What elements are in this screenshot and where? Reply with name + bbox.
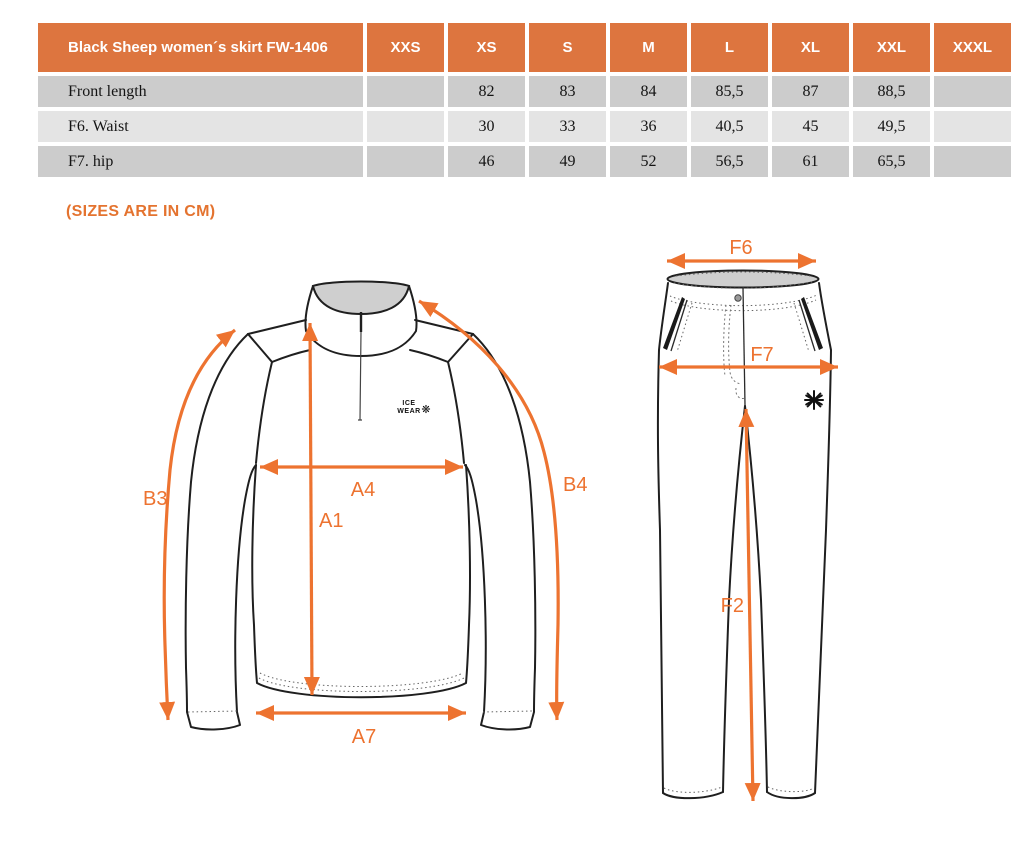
table-header-size-xxxl: XXXL <box>934 23 1011 72</box>
table-row-label: Front length <box>38 76 363 107</box>
table-row-label: F7. hip <box>38 146 363 177</box>
pants-fly-stitch <box>724 305 726 376</box>
table-cell: 56,5 <box>691 146 768 177</box>
measure-label-b4: B4 <box>563 474 588 496</box>
pants-fly-stitch <box>729 305 741 384</box>
table-cell: 85,5 <box>691 76 768 107</box>
pants-right-pocket <box>794 297 823 352</box>
shirt-zipper <box>358 312 362 420</box>
shirt-hem-stitch <box>260 673 463 687</box>
table-cell: 61 <box>772 146 849 177</box>
shirt-right-cuff-stitch <box>483 711 533 712</box>
sizes-unit-note: (SIZES ARE IN CM) <box>66 203 216 220</box>
measure-label-f6: F6 <box>729 237 753 259</box>
pants-center-seam <box>743 288 745 405</box>
measure-label-b3: B3 <box>143 488 168 510</box>
table-header-size-xxl: XXL <box>853 23 930 72</box>
table-header-size-l: L <box>691 23 768 72</box>
measure-label-f2: F2 <box>720 595 744 617</box>
pants-right-hem <box>767 792 815 798</box>
table-cell: 33 <box>529 111 606 142</box>
shirt-hem-stitch <box>259 678 464 692</box>
pants-left-hem <box>663 792 723 798</box>
measure-label-a7: A7 <box>351 726 377 748</box>
table-cell: 30 <box>448 111 525 142</box>
table-header-product: Black Sheep women´s skirt FW-1406 <box>38 23 363 72</box>
table-cell: 45 <box>772 111 849 142</box>
brand-logo <box>397 400 430 416</box>
table-header-size-s: S <box>529 23 606 72</box>
measure-arrow-a1 <box>310 323 312 695</box>
table-cell: 49,5 <box>853 111 930 142</box>
pants-left-hem-stitch <box>664 787 722 792</box>
measure-label-a1: A1 <box>319 510 344 532</box>
shirt-left-cuff-stitch <box>188 711 238 712</box>
brand-logo-line2: WEAR <box>397 408 421 415</box>
table-cell: 87 <box>772 76 849 107</box>
table-cell: 52 <box>610 146 687 177</box>
pants-diagram <box>658 237 838 801</box>
table-cell: 49 <box>529 146 606 177</box>
snowflake-icon: ❋ <box>421 404 431 416</box>
measure-arrow-b3 <box>164 330 235 720</box>
measure-label-a4: A4 <box>350 479 376 501</box>
pants-left-pocket <box>663 297 692 352</box>
measure-label-f7: F7 <box>750 344 774 366</box>
shirt-diagram <box>143 282 587 749</box>
shirt-right-sleeve <box>465 334 535 729</box>
table-cell: 84 <box>610 76 687 107</box>
table-cell: 40,5 <box>691 111 768 142</box>
measure-arrow-b4 <box>419 301 558 720</box>
table-header-size-xs: XS <box>448 23 525 72</box>
pants-button <box>735 295 741 301</box>
table-header-size-xl: XL <box>772 23 849 72</box>
table-header-size-m: M <box>610 23 687 72</box>
shirt-left-sleeve <box>186 334 256 729</box>
table-row-label: F6. Waist <box>38 111 363 142</box>
table-cell: 88,5 <box>853 76 930 107</box>
pants-right-outline <box>815 283 831 793</box>
pants-right-hem-stitch <box>768 787 814 792</box>
table-cell: 36 <box>610 111 687 142</box>
table-cell: 46 <box>448 146 525 177</box>
pants-waistband <box>668 271 819 288</box>
table-cell: 83 <box>529 76 606 107</box>
table-header-size-xxs: XXS <box>367 23 444 72</box>
snowflake-icon <box>805 391 823 409</box>
collar-inner <box>313 282 409 315</box>
pants-fly-hook-stitch <box>736 388 745 399</box>
pants-left-outline <box>658 283 668 793</box>
table-cell: 65,5 <box>853 146 930 177</box>
table-cell: 82 <box>448 76 525 107</box>
brand-logo-line1: ICE <box>402 400 416 407</box>
